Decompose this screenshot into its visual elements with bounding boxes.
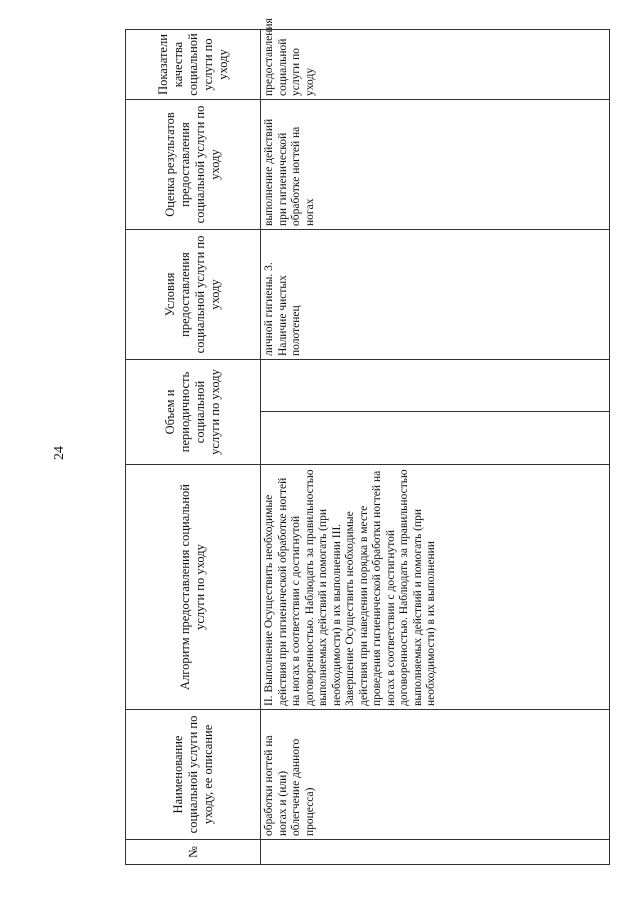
header-algorithm: Алгоритм предоставления социальной услуги по уходу [126, 465, 261, 710]
rotated-page-content [125, 18, 610, 865]
cell-conditions: личной гигиены. 3. Наличие чистых полотенец [261, 230, 610, 360]
page-number: 24 [52, 446, 67, 460]
cell-evaluation: выполнение действий при гигиенической обработке ногтей на ногах [261, 100, 610, 230]
cell-quality: предоставления социальной услуги по уходу [261, 30, 610, 100]
header-volume: Объем и периодичность социальной услуги по уходу [126, 360, 261, 465]
cell-volume-a [261, 413, 609, 465]
header-conditions: Условия предоставления социальной услуги по уходу [126, 230, 261, 360]
header-evaluation: Оценка результатов предоставления социальной услуги по уходу [126, 100, 261, 230]
header-name: Наименование социальной услуги по уходу, ее описание [126, 710, 261, 840]
cell-volume-b [261, 360, 609, 413]
cell-algorithm: II. Выполнение Осуществить необходимые действия при гигиенической обработке ногтей на ногах в соответствии с достигнутой договоренностью. Наблюдать за правильностью выполняемых действий и помогать (при необходимости) в их выполнении III. Завершение Осуществить необходимые действия при наведении порядка в месте проведения гигиенической обработки ногтей на ногах в соответствии с достигнутой договоренностью. Наблюдать за правильностью выполняемых действий и помогать (при необходимости) в их выполнении [261, 465, 610, 710]
social-service-table [125, 18, 610, 865]
table-row [261, 30, 610, 865]
cell-volume [261, 360, 610, 465]
cell-num [261, 840, 610, 865]
cell-name: обработки ногтей на ногах и (или) облегчение данного процесса) [261, 710, 610, 840]
table-header-row [126, 30, 261, 865]
header-num: № [126, 840, 261, 865]
header-quality: Показатели качества социальной услуги по уходу [126, 30, 261, 100]
